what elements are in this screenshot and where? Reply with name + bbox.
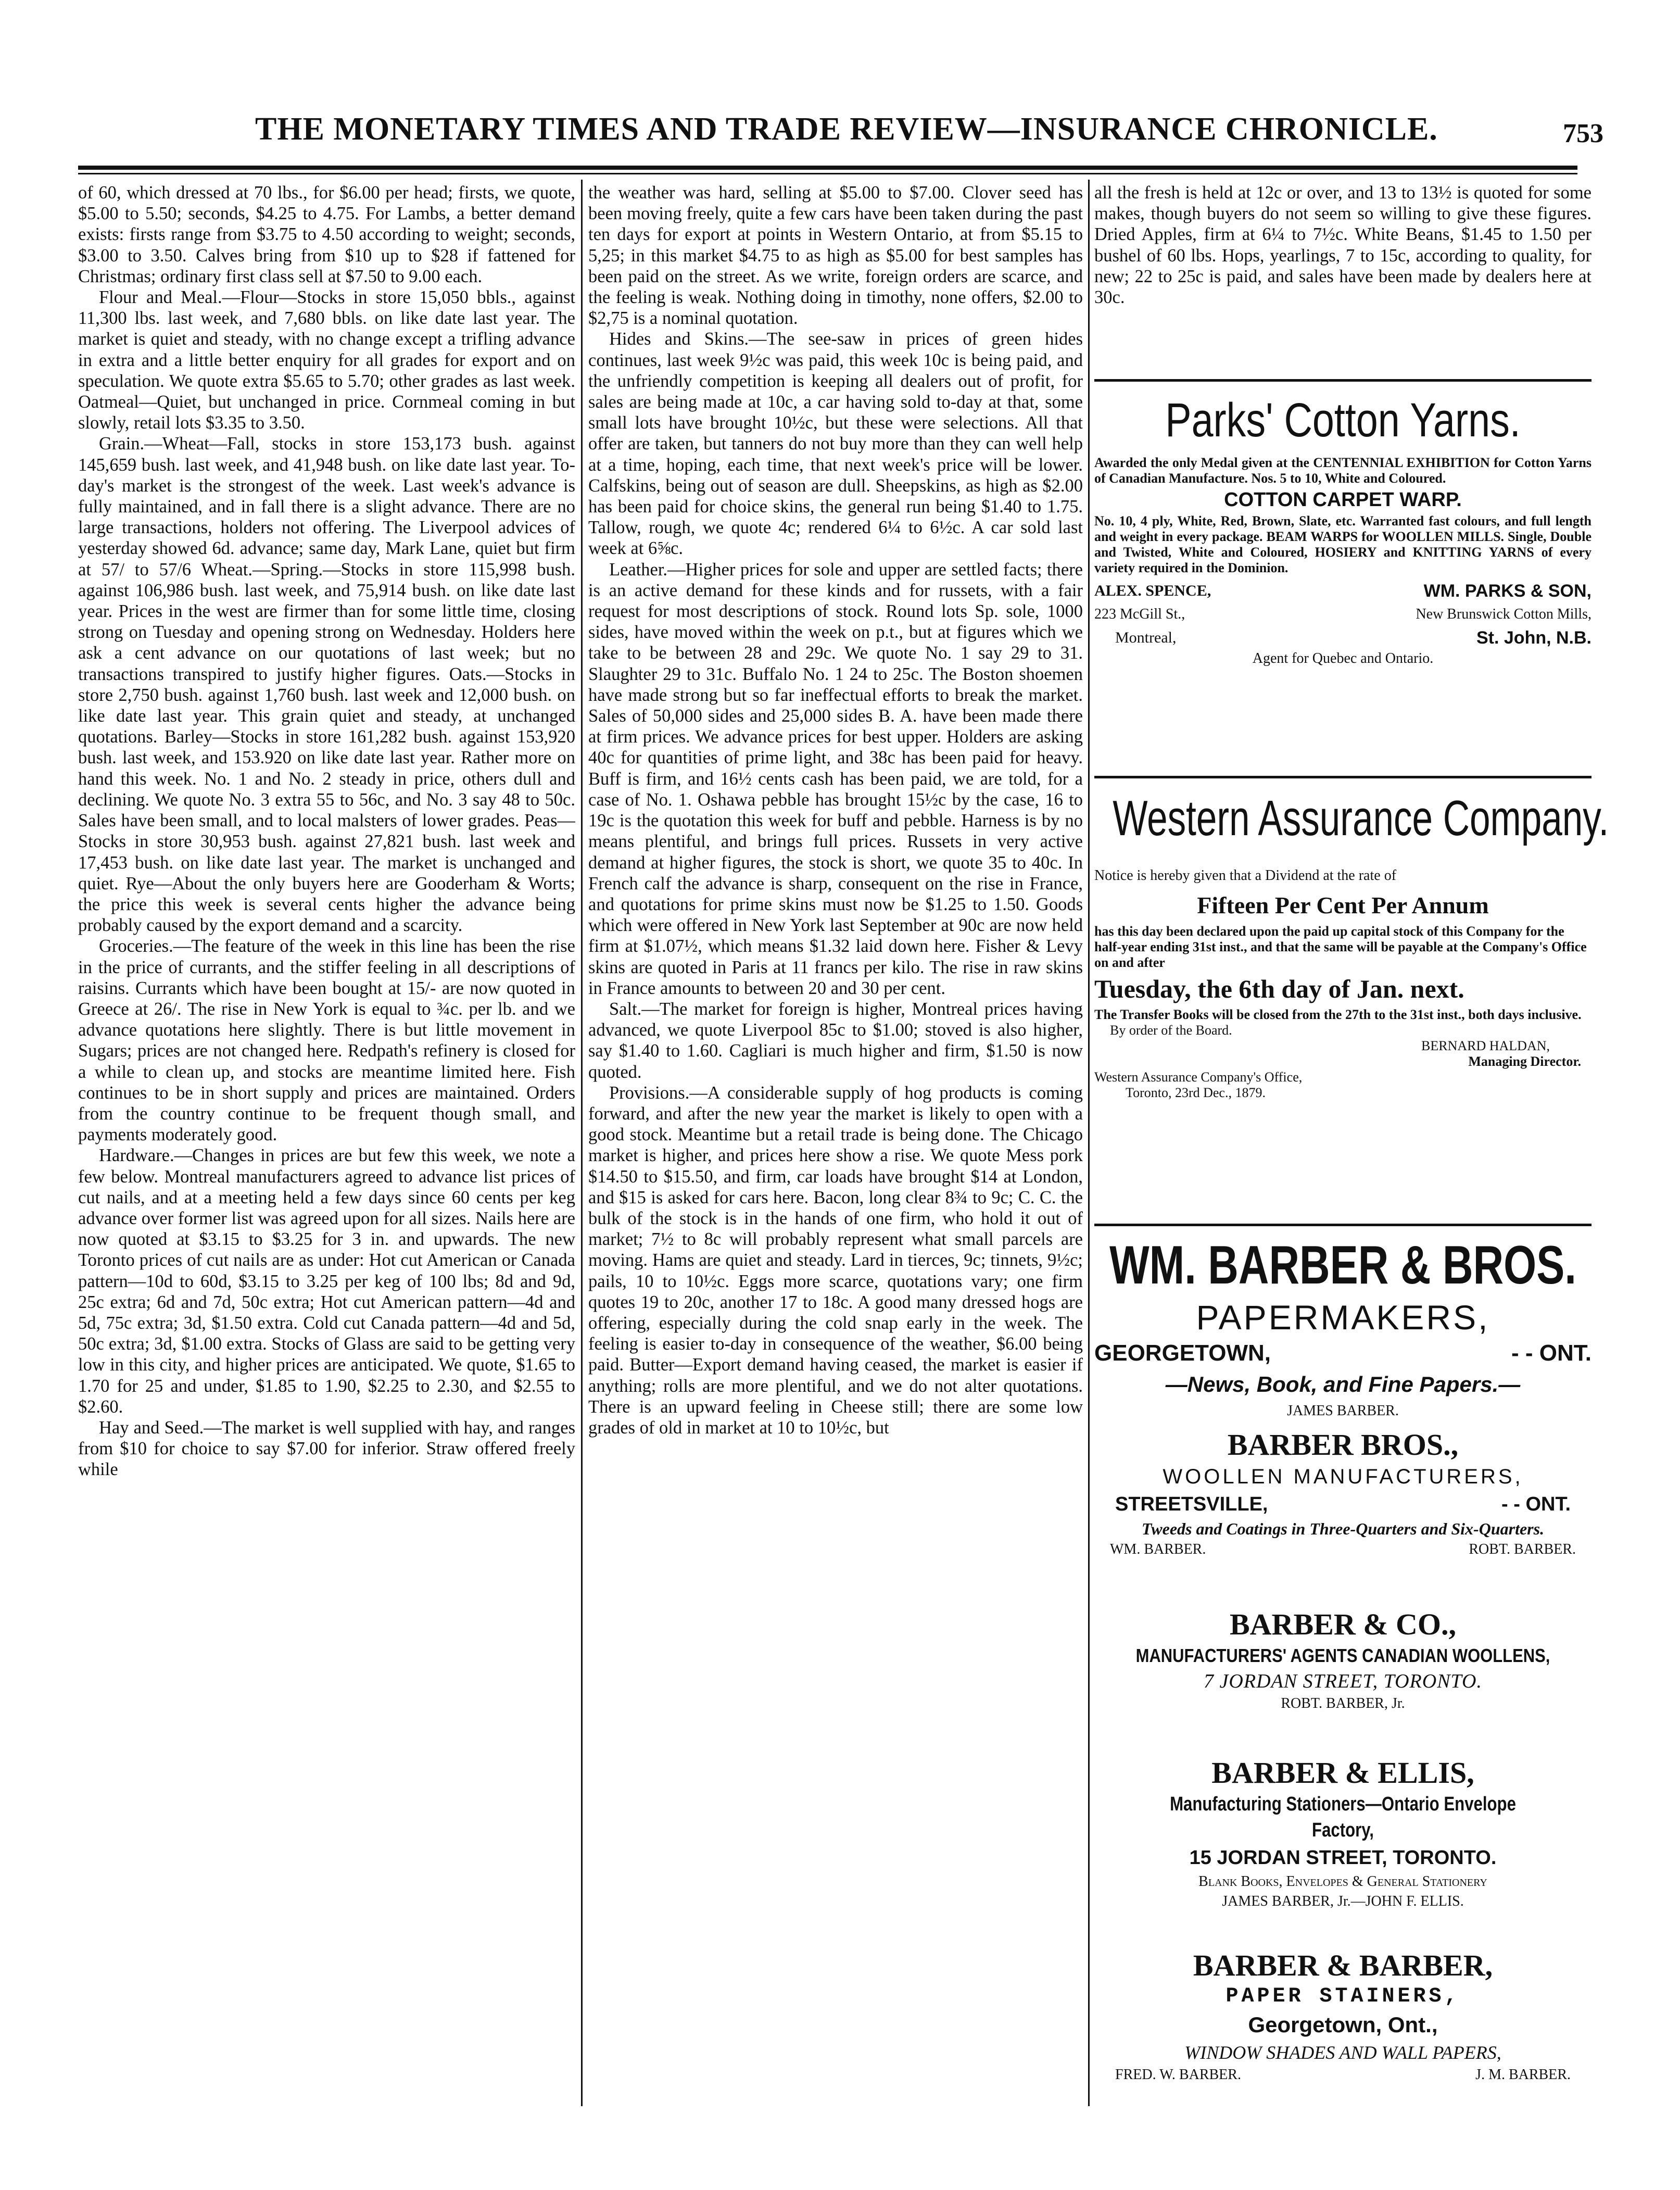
- ad-papers: —News, Book, and Fine Papers.—: [1165, 1372, 1521, 1396]
- column-2: [588, 182, 1083, 2109]
- article-paragraph-salt: Salt.—The market for foreign is higher, Montreal prices having advanced, we quote Liverpool 85c to $1.00; stoved is also higher, say $1.40 to 1.60. Cagliari is much higher and firm, $1.50 is now quoted.: [588, 999, 1083, 1082]
- article-paragraph-leather: Leather.—Higher prices for sole and upper are settled facts; there is an active demand for these kinds and for russets, with a fair request for most descriptions of stock. Round lots Sp. sole, 1000 sides, have moved within the week on p.t., but at figures which we take to be between 28 and 29c. We quote No. 1 say 29 to 31. Slaughter 29 to 31c. Buffalo No. 1 24 to 25c. The Boston shoemen have made strong but so far ineffectual efforts to break the market. Sales of 50,000 sides and 25,000 sides B. A. have been made there at firm prices. We advance prices for best upper. Holders are asking 40c for quantities of prime light, and 38c has been paid for heavy. Buff is firm, and 16½ cents cash has been paid, we are told, for a case of No. 1. Oshawa pebble has brought 15½c by the case, 16 to 19c is the quotation this week for buff and pebble. Harness is by no means plentiful, and brings full prices. Russets in very active demand at higher figures, the stock is short, we quote 35 to 40c. In French calf the advance is sharp, consequent on the rise in France, and quotations for prime skins must now be $1.25 to 1.50. Goods which were offered in New York last September at 90c are now held firm at $1.07½, which means $1.32 laid down here. Fisher & Levy skins are quoted in Paris at 11 francs per kilo. The rise in raw skins in France amounts to between 20 and 30 per cent.: [588, 559, 1083, 998]
- transfer-books-note: The Transfer Books will be closed from the 27th to the 31st inst., both days inclusive.: [1094, 1007, 1582, 1022]
- article-paragraph-hides: Hides and Skins.—The see-saw in prices of green hides continues, last week 9½c was paid, this week 10c is being paid, and the unfriendly competition is keeping all dealers out of profit, for sales are being made at 10c, a car having sold to-day at that, some small lots have brought 10½c, but these were selections. All that offer are taken, but tanners do not buy more than they can well help at a time, hoping, each time, that next week's price will be lower. Calfskins, being out of season are dull. Sheepskins, as high as $2.00 has been paid for choice skins, the general run being $1.40 to 1.75. Tallow, rough, we quote 4c; rendered 6¼ to 6½c. A car sold last week at 6⅝c.: [588, 329, 1083, 559]
- ad-barber-co: [1094, 1606, 1591, 1714]
- ad-title: BARBER & BARBER,: [1193, 1948, 1493, 1982]
- article-paragraph-hardware: Hardware.—Changes in prices are but few this week, we note a few below. Montreal manufacturers agreed to advance list prices of cut nails, and at a meeting held a few days since 60 cents per keg advance over former list was agreed upon for all sizes. Nails here are now quoted at $3.15 to $3.25 for 3 in. and upwards. The new Toronto prices of cut nails are as under: Hot cut American or Canada pattern—10d to 60d, $3.15 to 3.25 per keg of 100 lbs; 8d and 9d, 25c extra; 6d and 7d, 50c extra; Hot cut American pattern—4d and 5d, 75c extra; 3d, $1.50 extra. Cold cut Canada pattern—4d and 5d, 50c extra; 3d, $1.00 extra. Stocks of Glass are said to be getting very low in this city, and higher prices are anticipated. We quote, $1.65 to 1.70 for 25 and under, $1.85 to 1.90, $2.25 to 2.30, and $2.55 to $2.60.: [78, 1146, 575, 1417]
- ad-goods: Blank Books, Envelopes & General Stationery: [1198, 1873, 1487, 1890]
- header-rule-thin: [78, 173, 1577, 174]
- ad-rule: [1094, 1224, 1591, 1226]
- ad-barber-barber: [1094, 1947, 1591, 2085]
- header-rule-thick: [78, 166, 1577, 170]
- column-divider: [1088, 180, 1090, 2106]
- ad-name: JAMES BARBER.: [1287, 1403, 1399, 1419]
- ad-subtitle: PAPER STAINERS,: [1226, 1985, 1460, 2008]
- office-line: Western Assurance Company's Office,: [1094, 1069, 1303, 1085]
- ad-goods: Tweeds and Coatings in Three-Quarters and Six-Quarters.: [1141, 1519, 1545, 1538]
- ad-place: Georgetown, Ont.,: [1248, 2012, 1438, 2037]
- column-divider: [581, 180, 583, 2106]
- ad-western-assurance: [1094, 785, 1609, 1101]
- ad-title: BARBER & ELLIS,: [1211, 1756, 1474, 1790]
- ad-body: Awarded the only Medal given at the CENTENNIAL EXHIBITION for Cotton Yarns of Canadian Manufacture. Nos. 5 to 10, White and Coloured.: [1094, 455, 1591, 486]
- ad-names: JAMES BARBER, Jr.—JOHN F. ELLIS.: [1222, 1893, 1464, 1909]
- ad-title: BARBER BROS.,: [1227, 1428, 1459, 1462]
- ad-names-row: [1094, 1539, 1591, 1560]
- article-paragraph: all the fresh is held at 12c or over, and 13 to 13½ is quoted for some makes, though buyers do not seem so willing to give these figures. Dried Apples, firm at 6¼ to 7½c. White Beans, $1.45 to 1.50 per bushel of 60 lbs. Hops, yearlings, 7 to 15c, according to quality, for new; 22 to 25c is paid, and sales have been made by dealers here at 30c.: [1094, 183, 1591, 308]
- name-right: J. M. BARBER.: [1475, 2067, 1571, 2083]
- ad-city-row: [1094, 626, 1591, 650]
- city-right: St. John, N.B.: [1476, 628, 1591, 648]
- address-right: New Brunswick Cotton Mills,: [1416, 606, 1591, 622]
- ad-address-row: [1094, 603, 1591, 626]
- place: GEORGETOWN,: [1094, 1340, 1271, 1366]
- name-right: ROBT. BARBER.: [1469, 1541, 1576, 1557]
- ad-name: ROBT. BARBER, Jr.: [1281, 1695, 1405, 1711]
- ad-body: has this day been declared upon the paid up capital stock of this Company for the half-year ending 31st inst., and that the same will be payable at the Company's Office on and after: [1094, 924, 1587, 970]
- signer-name: BERNARD HALDAN,: [1421, 1038, 1550, 1053]
- article-paragraph-groceries: Groceries.—The feature of the week in this line has been the rise in the price of currants, and the stiffer feeling in all descriptions of raisins. Currants which have been bought at 15/- are now quoted in Greece at 26/. The rise in New York is equal to ¾c. per lb. and we advance quotations here slightly. There is but little movement in Sugars; prices are not changed here. Redpath's refinery is closed for a while to clean up, and stocks are meantime limited here. Fish continues to be in short supply and prices are maintained. Orders from the country continue to be frequent though small, and payments moderately good.: [78, 936, 575, 1145]
- ad-rule: [1094, 379, 1591, 382]
- article-paragraph: of 60, which dressed at 70 lbs., for $6.00 per head; firsts, we quote, $5.00 to 5.50; seconds, $4.25 to 4.75. For Lambs, a better demand exists: firsts range from $3.75 to 4.50 according to weight; seconds, $3.00 to 3.50. Calves bring from $10 up to $28 if fattened for Christmas; ordinary first class sell at $7.50 to 9.00 each.: [78, 183, 575, 286]
- ad-subtitle: PAPERMAKERS,: [1196, 1298, 1490, 1337]
- city-left: Montreal,: [1115, 629, 1177, 646]
- ad-subtitle: WOOLLEN MANUFACTURERS,: [1163, 1465, 1523, 1488]
- ad-barber-bros-woollens: [1094, 1427, 1591, 1560]
- ad-barber-ellis: [1094, 1755, 1591, 1912]
- ad-title: Western Assurance Company.: [1113, 790, 1609, 846]
- ad-parks-cotton-yarns: [1094, 392, 1591, 668]
- agent-name: ALEX. SPENCE,: [1094, 582, 1211, 599]
- page-header: [78, 107, 1603, 159]
- ad-rule: [1094, 776, 1591, 778]
- ad-subtitle: COTTON CARPET WARP.: [1224, 489, 1462, 511]
- masthead-title: THE MONETARY TIMES AND TRADE REVIEW—INSURANCE CHRONICLE.: [255, 111, 1438, 147]
- article-paragraph-flour: Flour and Meal.—Flour—Stocks in store 15,050 bbls., against 11,300 lbs. last week, and 7,680 bbls. on like date last year. The market is quiet and steady, with no change except a trifling advance in extra and a little better enquiry for all grades for export and on speculation. We quote extra $5.65 to 5.70; other grades as last week. Oatmeal—Quiet, but unchanged in price. Cornmeal coming in but slowly, retail lots $3.35 to 3.50.: [78, 287, 575, 433]
- ad-title: BARBER & CO.,: [1229, 1607, 1457, 1641]
- ad-wm-barber-bros: [1094, 1234, 1591, 1421]
- article-paragraph-grain: Grain.—Wheat—Fall, stocks in store 153,173 bush. against 145,659 bush. last week, and 41,948 bush. on like date last year. To-day's market is the strongest of the week. Last week's advance is fully maintained, and in fall there is a slight advance. There are no large transactions, holders not offering. The Liverpool advices of yesterday showed 6d. advance; same day, Mark Lane, quiet but firm at 57/ to 57/6 Wheat.—Spring.—Stocks in store 115,998 bush. against 106,986 bush. last week, and 75,914 bush. on like date last year. Prices in the west are firmer than for some little time, closing strong on Tuesday and opening strong on Wednesday. Holders here ask a cent advance on our quotations of last week; but no transactions transpired to justify higher figures. Oats.—Stocks in store 2,750 bush. against 1,760 bush. last week and 12,000 bush. on like date last year. This grain quiet and steady, at unchanged quotations. Barley—Stocks in store 161,282 bush. against 153,920 bush. last week, and 153.920 on like date last year. Rather more on hand this week. No. 1 and No. 2 steady in price, others dull and declining. We quote No. 3 extra 55 to 56c, and No. 3 say 48 to 50c. Sales have been small, and to local malsters of lower grades. Peas—Stocks in store 30,953 bush. against 27,821 bush. last week and 17,453 bush. on like date last year. The market is unchanged and quiet. Rye—About the only buyers here are Gooderham & Worts; the price this week is several cents higher the advance being probably caused by the export demand and a scarcity.: [78, 434, 575, 936]
- signer-title: Managing Director.: [1468, 1054, 1581, 1069]
- ad-place-row: [1094, 1338, 1591, 1368]
- province: - - ONT.: [1501, 1493, 1571, 1515]
- firm-name: WM. PARKS & SON,: [1423, 581, 1591, 601]
- page-number: 753: [1563, 119, 1603, 148]
- article-paragraph: the weather was hard, selling at $5.00 to $7.00. Clover seed has been moving freely, quite a few cars have been taken during the past ten days for export at points in Western Ontario, at from $5.15 to 5,25; in this market $4.75 to as high as $5.00 for best samples has been paid on the street. As we write, foreign orders are scarce, and the feeling is weak. Nothing doing in timothy, none offers, $2.00 to $2,75 is a nominal quotation.: [588, 183, 1083, 329]
- address-left: 223 McGill St.,: [1094, 606, 1185, 622]
- ad-notice: Notice is hereby given that a Dividend at the rate of: [1094, 867, 1397, 884]
- article-paragraph-provisions: Provisions.—A considerable supply of hog products is coming forward, and after the new year the market is likely to open with a good stock. Meantime but a retail trade is being done. The Chicago market is higher, and prices here show a rise. We quote Mess pork $14.50 to $15.50, and firm, car loads have brought $14 at London, and $15 is asked for cars here. Bacon, long clear 8¾ to 9c; C. C. the bulk of the stock is in the hands of one firm, who hold it out of market; 7½ to 8c will probably represent what small parcels are moving. Hams are quiet and steady. Lard in tierces, 9c; tinnets, 9½c; pails, 10 to 10½c. Eggs more scarce, quotations vary; one firm quotes 19 to 20c, another 17 to 18c. A good many dressed hogs are offering, especially during the cold snap early in the week. The feeling is easier to-day in consequence of the weather, $6.00 being paid. Butter—Export demand having ceased, the market is easier if anything; rolls are more plentiful, and we do not alter quotations. There is an upward feeling in Cheese still; there are some low grades of old in market at 10 to 10½c, but: [588, 1083, 1083, 1438]
- ad-subtitle: Manufacturing Stationers—Ontario Envelope Factory,: [1170, 1793, 1516, 1841]
- ad-title: WM. BARBER & BROS.: [1109, 1235, 1576, 1295]
- place: STREETSVILLE,: [1115, 1493, 1268, 1515]
- column-1: [78, 182, 575, 2109]
- ad-address: 15 JORDAN STREET, TORONTO.: [1189, 1847, 1497, 1869]
- agent-note: Agent for Quebec and Ontario.: [1252, 650, 1434, 666]
- ad-address: 7 JORDAN STREET, TORONTO.: [1204, 1670, 1482, 1692]
- ad-goods: WINDOW SHADES AND WALL PAPERS,: [1184, 2042, 1501, 2063]
- office-date: Toronto, 23rd Dec., 1879.: [1126, 1085, 1266, 1100]
- ad-title: Parks' Cotton Yarns.: [1165, 394, 1521, 447]
- column-3-text: [1094, 182, 1591, 308]
- order-line: By order of the Board.: [1110, 1023, 1232, 1038]
- article-paragraph-hay: Hay and Seed.—The market is well supplied with hay, and ranges from $10 for choice to say $7.00 for inferior. Straw offered freely while: [78, 1417, 575, 1480]
- province: - - ONT.: [1511, 1340, 1591, 1366]
- name-left: WM. BARBER.: [1110, 1541, 1206, 1557]
- ad-subtitle: MANUFACTURERS' AGENTS CANADIAN WOOLLENS,: [1135, 1645, 1550, 1666]
- ad-body-2: No. 10, 4 ply, White, Red, Brown, Slate, etc. Warranted fast colours, and full length and weight in every package. BEAM WARPS for WOOLLEN MILLS. Single, Double and Twisted, White and Coloured, HOSIERY and KNITTING YARNS of every variety required in the Dominion.: [1094, 513, 1591, 575]
- name-left: FRED. W. BARBER.: [1115, 2067, 1241, 2083]
- payable-date: Tuesday, the 6th day of Jan. next.: [1094, 974, 1464, 1003]
- ad-names-row: [1094, 2065, 1591, 2085]
- ad-firm-row: [1094, 579, 1591, 603]
- ad-place-row: [1094, 1490, 1591, 1518]
- dividend-rate: Fifteen Per Cent Per Annum: [1197, 892, 1489, 918]
